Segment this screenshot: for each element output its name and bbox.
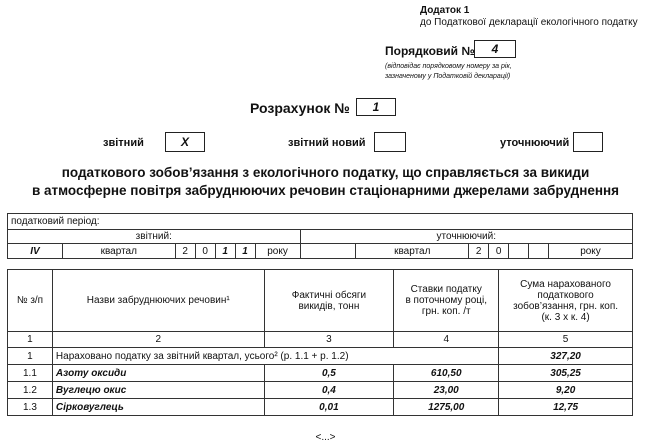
- pollutant-table: [7, 269, 633, 416]
- row-volume[interactable]: 0,01: [264, 399, 394, 416]
- serial-note: [385, 62, 512, 82]
- serial-note-line2: зазначеному у Податковій декларації): [385, 73, 511, 80]
- total-sum[interactable]: 327,20: [499, 348, 633, 365]
- total-row: [8, 348, 633, 365]
- serial-label: Порядковий №: [385, 44, 475, 58]
- table-row: [8, 382, 633, 399]
- clar-quarter-word: квартал: [356, 244, 469, 259]
- col-number: 5: [499, 332, 633, 348]
- form-heading-line2: в атмосферне повітря забруднюючих речовин стаціонарними джерелами забруднення: [31, 183, 620, 198]
- period-year-digit[interactable]: 0: [195, 244, 215, 259]
- total-num: 1: [8, 348, 53, 365]
- calculation-label: Розрахунок №: [250, 100, 350, 116]
- tax-period-table: [7, 213, 633, 259]
- period-year-digit[interactable]: 2: [175, 244, 195, 259]
- appendix-title: Додаток 1: [420, 5, 470, 16]
- header-num: № з/п: [8, 270, 53, 332]
- header-sum-line: зобов’язання, грн. коп.: [513, 300, 619, 312]
- type-clarifying-label: уточнюючий: [500, 137, 570, 149]
- serial-number-field[interactable]: 4: [474, 40, 516, 58]
- row-rate[interactable]: 23,00: [394, 382, 499, 399]
- header-sum: [499, 270, 633, 332]
- period-clarifying-label: уточнюючий:: [300, 230, 632, 244]
- period-quarter-word: квартал: [62, 244, 175, 259]
- type-reporting-checkbox[interactable]: X: [165, 132, 205, 152]
- row-rate[interactable]: 610,50: [394, 365, 499, 382]
- row-volume[interactable]: 0,5: [264, 365, 394, 382]
- table-row: [8, 365, 633, 382]
- total-label: Нараховано податку за звітний квартал, усього² (р. 1.1 + р. 1.2): [52, 348, 498, 365]
- col-number: 1: [8, 332, 53, 348]
- clar-quarter-field[interactable]: [300, 244, 356, 259]
- form-heading: [0, 164, 651, 200]
- header-volume: [264, 270, 394, 332]
- header-volume-line: Фактичні обсяги: [291, 289, 367, 301]
- header-sum-line: (к. 3 х к. 4): [541, 311, 590, 323]
- form-heading-line1: податкового зобов’язання з екологічного податку, що справляється за викиди: [61, 165, 590, 180]
- row-sum[interactable]: 9,20: [499, 382, 633, 399]
- period-quarter-field[interactable]: IV: [8, 244, 63, 259]
- type-clarifying-checkbox[interactable]: [573, 132, 603, 152]
- tax-period-title: податковий період:: [8, 214, 633, 230]
- header-volume-line: викидів, тонн: [298, 300, 360, 312]
- row-rate[interactable]: 1275,00: [394, 399, 499, 416]
- row-name[interactable]: Вуглецю окис: [52, 382, 264, 399]
- type-reporting-new-label: звітний новий: [288, 137, 366, 149]
- row-sum[interactable]: 305,25: [499, 365, 633, 382]
- header-rate-line: в поточному році,: [405, 295, 488, 306]
- clar-year-digit[interactable]: [509, 244, 529, 259]
- table-row: [8, 399, 633, 416]
- calculation-number-field[interactable]: 1: [356, 98, 396, 116]
- row-sum[interactable]: 12,75: [499, 399, 633, 416]
- period-year-word: року: [255, 244, 300, 259]
- type-reporting-new-checkbox[interactable]: [374, 132, 406, 152]
- period-year-digit[interactable]: 1: [235, 244, 255, 259]
- col-number: 3: [264, 332, 394, 348]
- row-num: 1.1: [8, 365, 53, 382]
- row-num: 1.2: [8, 382, 53, 399]
- clar-year-word: року: [549, 244, 633, 259]
- header-name: Назви забруднюючих речовин¹: [52, 270, 264, 332]
- col-number: 2: [52, 332, 264, 348]
- header-rate: [394, 270, 499, 332]
- col-number: 4: [394, 332, 499, 348]
- period-reporting-label: звітний:: [8, 230, 301, 244]
- period-year-digit[interactable]: 1: [215, 244, 235, 259]
- type-reporting-label: звітний: [103, 137, 144, 149]
- clar-year-digit[interactable]: 2: [469, 244, 489, 259]
- appendix-subtitle: до Податкової декларації екологічного податку: [420, 17, 638, 28]
- header-rate-line: грн. коп. /т: [421, 306, 471, 317]
- row-name[interactable]: Сірковуглець: [52, 399, 264, 416]
- row-name[interactable]: Азоту оксиди: [52, 365, 264, 382]
- clar-year-digit[interactable]: [529, 244, 549, 259]
- clar-year-digit[interactable]: 0: [489, 244, 509, 259]
- row-num: 1.3: [8, 399, 53, 416]
- serial-note-line1: (відповідає порядковому номеру за рік,: [385, 63, 512, 70]
- header-rate-line: Ставки податку: [410, 284, 482, 295]
- header-sum-line: податкового: [537, 289, 594, 301]
- ellipsis-marker: <...>: [315, 432, 336, 443]
- header-sum-line: Сума нарахованого: [520, 278, 611, 290]
- row-volume[interactable]: 0,4: [264, 382, 394, 399]
